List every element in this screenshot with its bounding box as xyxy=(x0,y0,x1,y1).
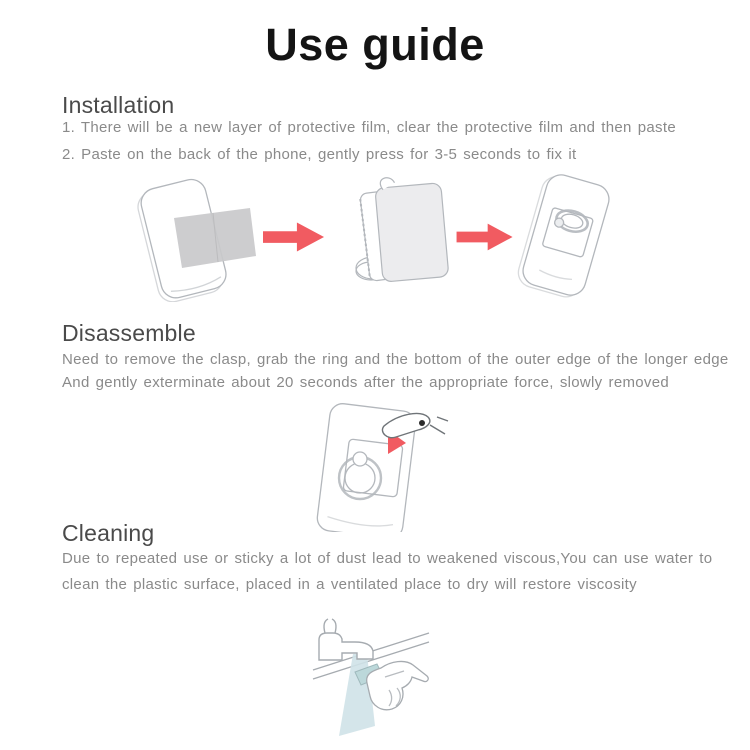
phone-with-ring-icon xyxy=(506,168,628,304)
installation-step-2-text: 2. Paste on the back of the phone, gently press for 3-5 seconds to fix it xyxy=(62,146,577,163)
peel-film-holder-icon xyxy=(335,174,463,294)
page-title: Use guide xyxy=(265,19,485,70)
disassemble-heading: Disassemble xyxy=(62,320,196,346)
disassemble-line-1: Need to remove the clasp, grab the ring and the bottom of the outer edge of the longer edge xyxy=(62,351,729,368)
installation-step-1-text: 1. There will be a new layer of protective film, clear the protective film and then paste xyxy=(62,119,676,136)
film-sheet xyxy=(375,183,449,282)
pry-ring-holder-icon xyxy=(300,402,450,532)
installation-heading: Installation xyxy=(62,92,175,118)
disassemble-line-2: And gently exterminate about 20 seconds after the appropriate force, slowly removed xyxy=(62,374,669,391)
cleaning-line-2: clean the plastic surface, placed in a ventilated place to dry will restore viscosity xyxy=(62,576,637,593)
cleaning-heading: Cleaning xyxy=(62,520,155,546)
rinse-under-faucet-icon xyxy=(293,606,443,748)
faucet-icon xyxy=(319,619,373,660)
phone-with-film-icon xyxy=(116,170,258,302)
cleaning-line-1: Due to repeated use or sticky a lot of dust lead to weakened viscous,You can use water to xyxy=(62,550,713,567)
protective-film-square xyxy=(174,208,256,268)
arrow-right-icon xyxy=(263,219,325,255)
